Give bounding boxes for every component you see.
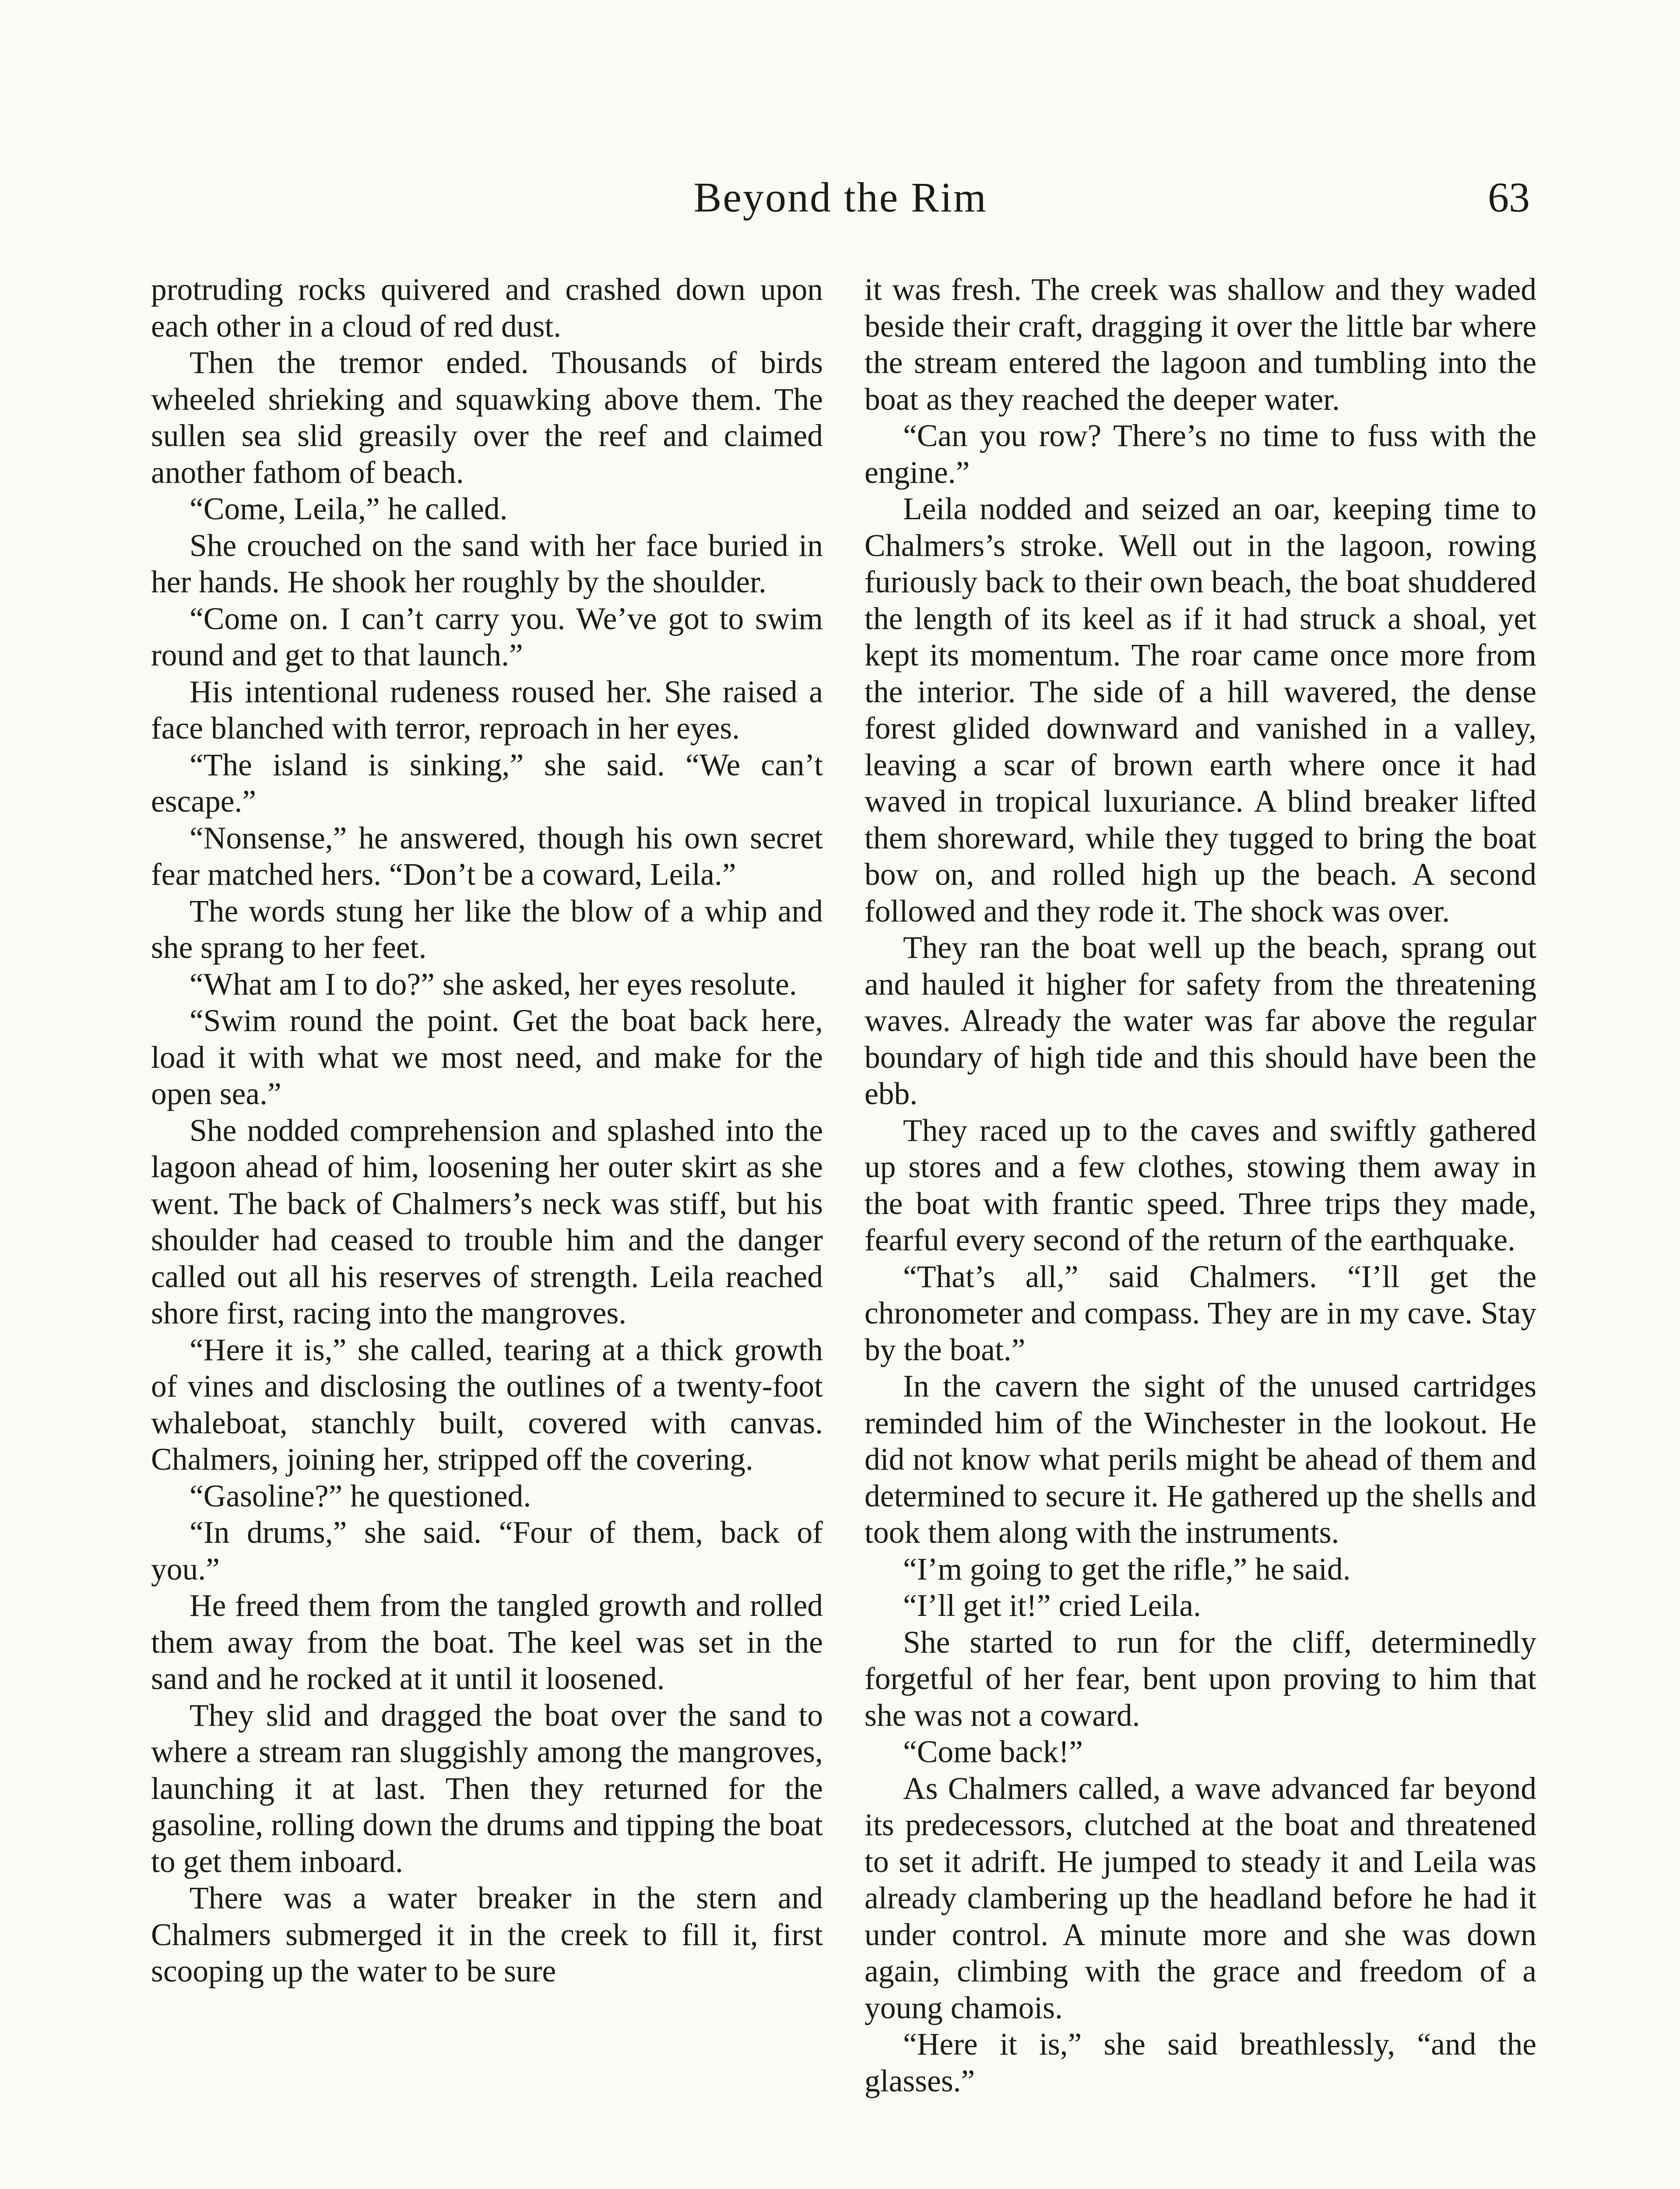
paragraph: “I’m going to get the rifle,” he said. [903,1552,1351,1587]
paragraph: “I’ll get it!” cried Leila. [903,1588,1201,1623]
paragraph: “Swim round the point. Get the boat back here, load it with what we most need, and make for the open sea.” [151,1003,823,1111]
paragraph: “Come, Leila,” he called. [190,492,508,526]
paragraph: Leila nodded and seized an oar, keeping time to Chalmers’s stroke. Well out in the lagoon, rowing furiously back to their own beach, the boat shuddered the length of its keel as if it had struck a shoal, yet kept its momentum. The roar came once more from the interior. The side of a hill wavered, the dense forest glided downward and vanished in a valley, leaving a scar of brown earth where once it had waved in tropical luxuriance. A blind breaker lifted them shoreward, while they tugged to bring the boat bow on, and rolled high up the beach. A second followed and they rode it. The shock was over. [865,492,1536,929]
paragraph: He freed them from the tangled growth and rolled them away from the boat. The keel was set in the sand and he rocked at it until it loosened. [151,1588,823,1696]
paragraph: it was fresh. The creek was shallow and they waded beside their craft, dragging it over the little bar where the stream entered the lagoon and tumbling into the boat as they reached the deeper water. [865,272,1536,417]
paragraph: “Here it is,” she called, tearing at a thick growth of vines and disclosing the outlines of a twenty-foot whaleboat, stanchly built, covered with canvas. Chalmers, joining her, stripped off the covering. [151,1332,823,1477]
paragraph: As Chalmers called, a wave advanced far beyond its predecessors, clutched at the boat and threatened to set it adrift. He jumped to steady it and Leila was already clambering up the headland before he had it under control. A minute more and she was down again, climbing with the grace and freedom of a young chamois. [865,1771,1536,2025]
paragraph: The words stung her like the blow of a whip and she sprang to her feet. [151,894,823,965]
paragraph: “Come on. I can’t carry you. We’ve got to swim round and get to that launch.” [151,601,823,672]
paragraph: She nodded comprehension and splashed into the lagoon ahead of him, loosening her outer skirt as she went. The back of Chalmers’s neck was stiff, but his shoulder had ceased to trouble him and the danger called out all his reserves of strength. Leila reached shore first, racing into the mangroves. [151,1113,823,1330]
paragraph: She started to run for the cliff, determinedly forgetful of her fear, bent upon proving to him that she was not a coward. [865,1625,1536,1733]
paragraph: In the cavern the sight of the unused cartridges reminded him of the Winchester in the lookout. He did not know what perils might be ahead of them and determined to secure it. He gathered up the shells and took them along with the instruments. [865,1369,1536,1550]
paragraph: They slid and dragged the boat over the sand to where a stream ran sluggishly among the mangroves, launching it at last. Then they returned for the gasoline, rolling down the drums and tipping the boat to get them inboard. [151,1698,823,1879]
paragraph: His intentional rudeness roused her. She raised a face blanched with terror, reproach in her eyes. [151,674,823,746]
paragraph: “In drums,” she said. “Four of them, back of you.” [151,1515,823,1587]
paragraph: “Gasoline?” he questioned. [190,1478,531,1513]
paragraph: There was a water breaker in the stern and Chalmers submerged it in the creek to fill it, first scooping up the water to be sure [151,1881,823,1988]
paragraph: She crouched on the sand with her face buried in her hands. He shook her roughly by the shoulder. [151,528,823,599]
paragraph: protruding rocks quivered and crashed down upon each other in a cloud of red dust. [151,272,823,344]
paragraph: “Can you row? There’s no time to fuss with the engine.” [865,419,1536,490]
paragraph: “The island is sinking,” she said. “We can’t escape.” [151,747,823,819]
paragraph: “Nonsense,” he answered, though his own secret fear matched hers. “Don’t be a coward, Leila.” [151,820,823,892]
paragraph: “Come back!” [903,1735,1083,1769]
page-header [151,173,1530,239]
paragraph: They raced up to the caves and swiftly gathered up stores and a few clothes, stowing them away in the boat with frantic speed. Three trips they made, fearful every second of the return of the earthquake. [865,1113,1536,1257]
paragraph: They ran the boat well up the beach, sprang out and hauled it higher for safety from the threatening waves. Already the water was far above the regular boundary of high tide and this should have been the ebb. [865,930,1536,1111]
page-number: 63 [1488,174,1530,221]
paragraph: “That’s all,” said Chalmers. “I’ll get the chronometer and compass. They are in my cave. Stay by the boat.” [865,1259,1536,1367]
paragraph: Then the tremor ended. Thousands of birds wheeled shrieking and squawking above them. The sullen sea slid greasily over the reef and claimed another fathom of beach. [151,345,823,490]
right-column [865,271,1536,2099]
running-title: Beyond the Rim [693,174,988,221]
paragraph: “What am I to do?” she asked, her eyes resolute. [190,967,797,1002]
left-column [151,271,823,1990]
paragraph: “Here it is,” she said breathlessly, “and the glasses.” [865,2027,1536,2098]
